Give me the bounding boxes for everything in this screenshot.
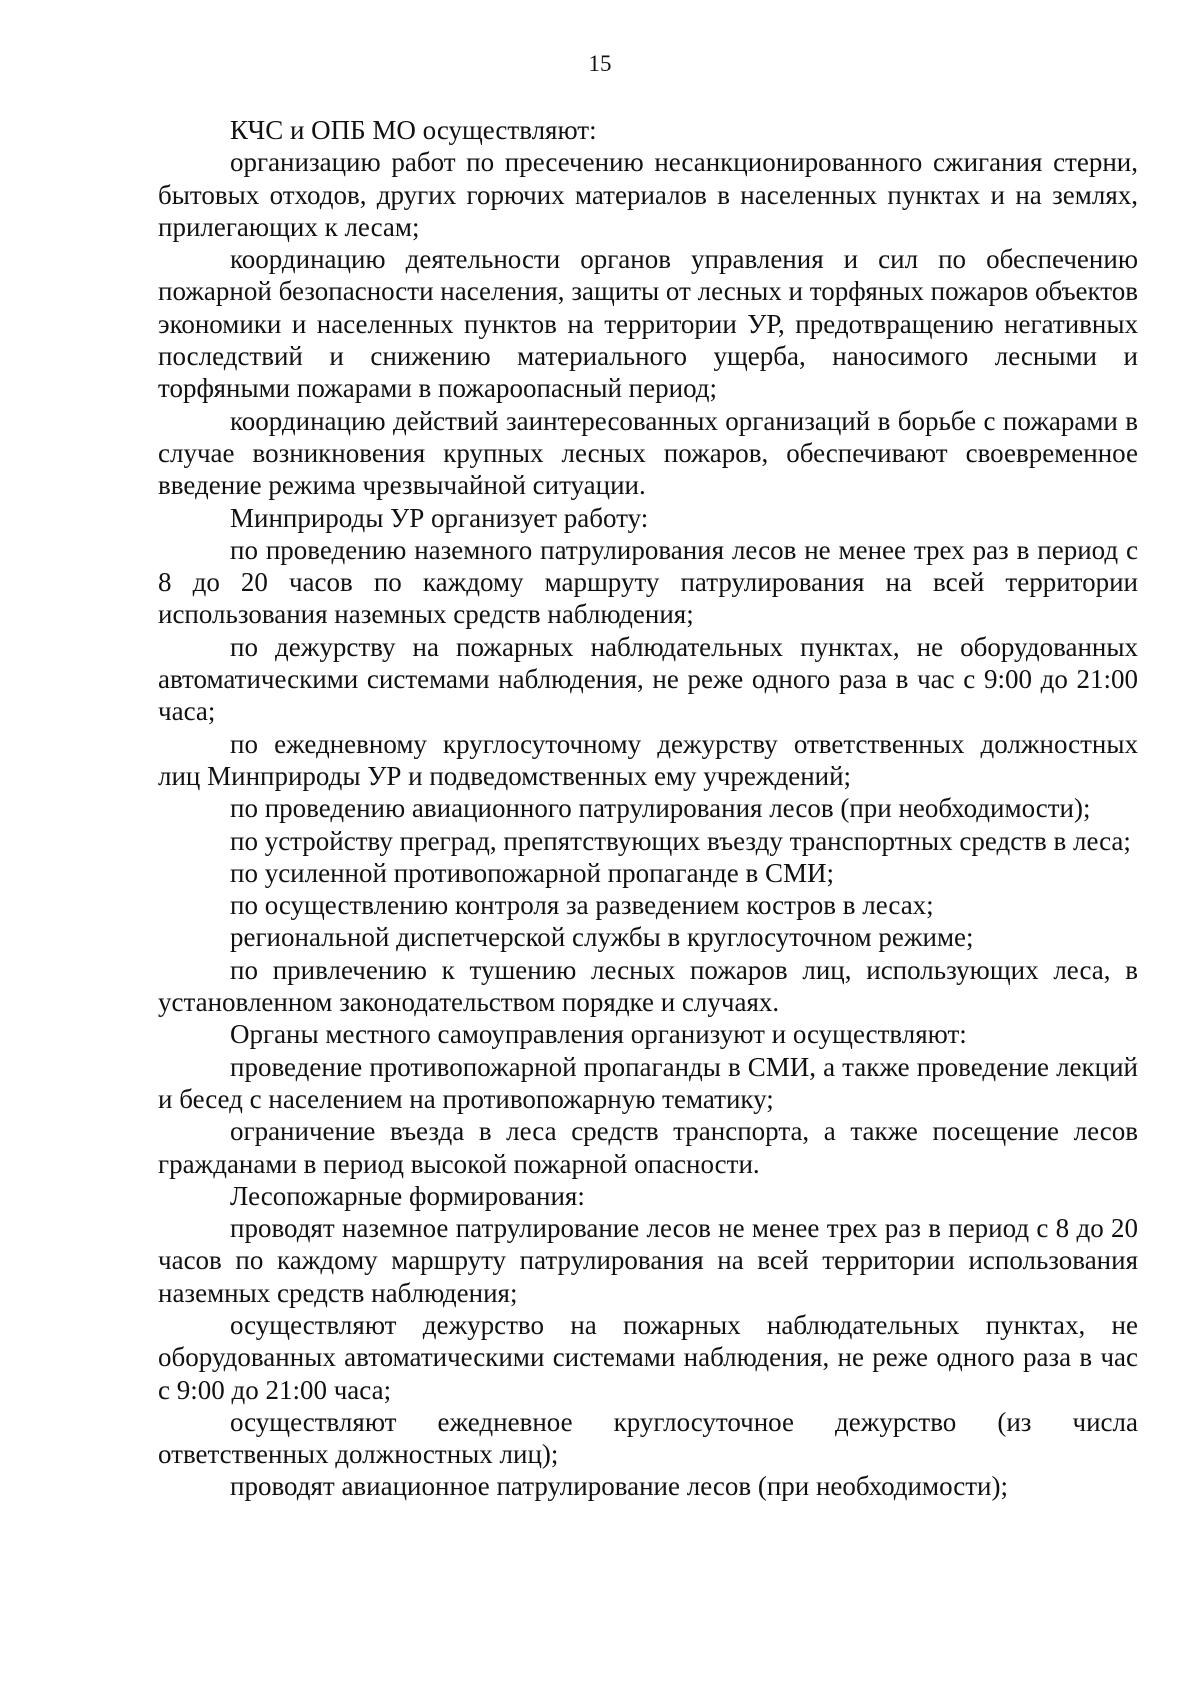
paragraph-lpf-item-2: осуществляют дежурство на пожарных наблюдательных пунктах, не оборудованных автоматическими системами наблюдения, не реже одного раза в час с 9:00 до 21:00 часа; xyxy=(158,1309,1138,1405)
paragraph-kchs-item-3: координацию действий заинтересованных организаций в борьбе с пожарами в случае возникновения крупных лесных пожаров, обеспечивают своевременное введение режима чрезвычайной ситуации. xyxy=(158,405,1138,501)
paragraph-lpf-item-4: проводят авиационное патрулирование лесов (при необходимости); xyxy=(230,1471,1008,1502)
paragraph-minprirody-item-7: по осуществлению контроля за разведением костров в лесах; xyxy=(230,890,934,921)
paragraph-kchs-heading: КЧС и ОПБ МО осуществляют: xyxy=(230,115,597,145)
paragraph-minprirody-item-2: по дежурству на пожарных наблюдательных пунктах, не оборудованных автоматическими системами наблюдения, не реже одного раза в час с 9:00 до 21:00 часа; xyxy=(158,631,1138,727)
paragraph-lpf-item-1: проводят наземное патрулирование лесов не менее трех раз в период с 8 до 20 часов по каждому маршруту патрулирования на всей территории использования наземных средств наблюдения; xyxy=(158,1213,1138,1308)
document-body xyxy=(158,114,1138,1503)
paragraph-kchs-item-2: координацию деятельности органов управления и сил по обеспечению пожарной безопасности населения, защиты от лесных и торфяных пожаров объектов экономики и населенных пунктов на территории УР, предотвращению негативных последствий и снижению материального ущерба, наносимого лесными и торфяными пожарами в пожароопасный период; xyxy=(158,244,1138,404)
paragraph-minprirody-item-9: по привлечению к тушению лесных пожаров лиц, использующих леса, в установленном законодательством порядке и случаях. xyxy=(158,954,1138,1018)
paragraph-lpf-item-3: осуществляют ежедневное круглосуточное дежурство (из числа ответственных должностных лиц); xyxy=(158,1406,1138,1470)
paragraph-minprirody-heading: Минприроды УР организует работу: xyxy=(230,502,649,533)
paragraph-minprirody-item-4: по проведению авиационного патрулирования лесов (при необходимости); xyxy=(230,793,1091,824)
paragraph-minprirody-item-1: по проведению наземного патрулирования лесов не менее трех раз в период с 8 до 20 часов по каждому маршруту патрулирования на всей территории использования наземных средств наблюдения; xyxy=(158,534,1138,630)
paragraph-kchs-item-1: организацию работ по пресечению несанкционированного сжигания стерни, бытовых отходов, других горючих материалов в населенных пунктах и на землях, прилегающих к лесам; xyxy=(158,147,1138,242)
page-number: 15 xyxy=(588,51,612,76)
paragraph-oms-item-2: ограничение въезда в леса средств транспорта, а также посещение лесов гражданами в период высокой пожарной опасности. xyxy=(158,1116,1138,1179)
paragraph-minprirody-item-5: по устройству преград, препятствующих въезду транспортных средств в леса; xyxy=(230,825,1131,856)
paragraph-minprirody-item-6: по усиленной противопожарной пропаганде в СМИ; xyxy=(230,857,835,888)
paragraph-minprirody-item-3: по ежедневному круглосуточному дежурству ответственных должностных лиц Минприроды УР и подведомственных ему учреждений; xyxy=(158,728,1138,791)
paragraph-minprirody-item-8: региональной диспетчерской службы в круглосуточном режиме; xyxy=(230,922,974,953)
paragraph-oms-heading: Органы местного самоуправления организуют и осуществляют: xyxy=(230,1019,967,1050)
paragraph-oms-item-1: проведение противопожарной пропаганды в СМИ, а также проведение лекций и бесед с населением на противопожарную тематику; xyxy=(158,1051,1138,1114)
paragraph-lpf-heading: Лесопожарные формирования: xyxy=(230,1180,585,1211)
